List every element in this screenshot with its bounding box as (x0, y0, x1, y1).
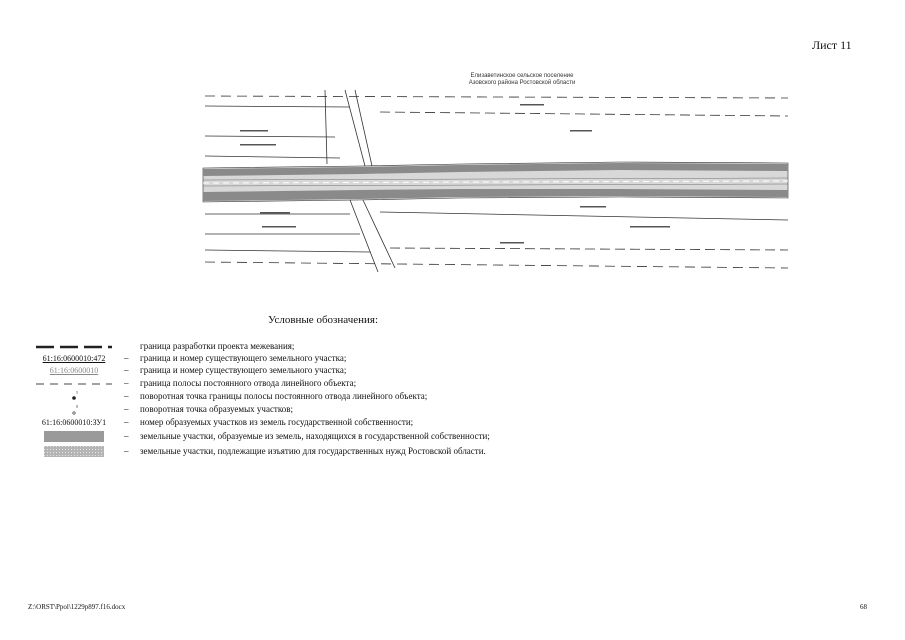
legend-item (28, 403, 588, 416)
legend-dash: – (124, 365, 129, 375)
legend-dash: – (124, 353, 129, 363)
legend-dash: – (124, 391, 129, 401)
cadastral-map (200, 86, 795, 276)
legend-text: поворотная точка границы полосы постоянного отвода линейного объекта; (140, 391, 428, 401)
map-title (462, 73, 582, 87)
legend-symbol (28, 403, 120, 416)
legend-dash: – (124, 378, 129, 388)
legend-dash: – (124, 417, 129, 427)
seized-parcel-swatch (44, 446, 104, 457)
legend-item (28, 377, 588, 390)
legend-text: граница и номер существующего земельного участка; (140, 365, 347, 375)
legend-symbol (28, 430, 120, 443)
legend-symbol (28, 390, 120, 403)
legend-dash: – (124, 431, 129, 441)
legend-text: граница и номер существующего земельного участка; (140, 353, 347, 363)
legend-symbol: 61:16:0600010 (49, 366, 99, 375)
legend-symbol: 61:16:0600010:472 (42, 354, 106, 363)
state-parcel-swatch (44, 431, 104, 442)
legend-item (28, 445, 588, 458)
parcel-point-icon (73, 412, 75, 414)
legend-item (28, 364, 588, 377)
svg-text:5: 5 (76, 390, 78, 395)
page-number: 68 (860, 603, 867, 611)
legend-item (28, 430, 588, 443)
legend-text: номер образуемых участков из земель государственной собственности; (140, 417, 414, 427)
sheet-label: Лист 11 (812, 38, 852, 52)
legend-dash: – (124, 446, 129, 456)
legend-item (28, 390, 588, 403)
legend-symbol: 61:16:0600010:ЗУ1 (41, 418, 107, 427)
legend-title: Условные обозначения: (268, 314, 379, 326)
turning-point-icon (72, 396, 76, 400)
legend-symbol (28, 377, 120, 390)
legend-text: граница полосы постоянного отвода линейного объекта; (140, 378, 357, 388)
legend-item (28, 416, 588, 429)
svg-text:8: 8 (76, 404, 78, 409)
legend-text: земельные участки, образуемые из земель, находящихся в государственной собственности; (140, 431, 490, 441)
project-boundary-bottom (205, 212, 788, 268)
map-title-line2: Азовского района Ростовской области (468, 80, 576, 86)
footer-file-path: Z:\ORST\Ppol\1229p897.f16.docx (28, 603, 126, 611)
legend-symbol (28, 445, 120, 458)
legend-text: граница разработки проекта межевания; (140, 341, 295, 351)
map-title-line1: Елизаветинское сельское поселение (470, 73, 574, 79)
road-band (203, 162, 788, 202)
legend-dash: – (124, 404, 129, 414)
legend-text: поворотная точка образуемых участков; (140, 404, 294, 414)
legend-text: земельные участки, подлежащие изъятию для государственных нужд Ростовской области. (140, 446, 486, 456)
project-boundary-top (205, 96, 788, 158)
